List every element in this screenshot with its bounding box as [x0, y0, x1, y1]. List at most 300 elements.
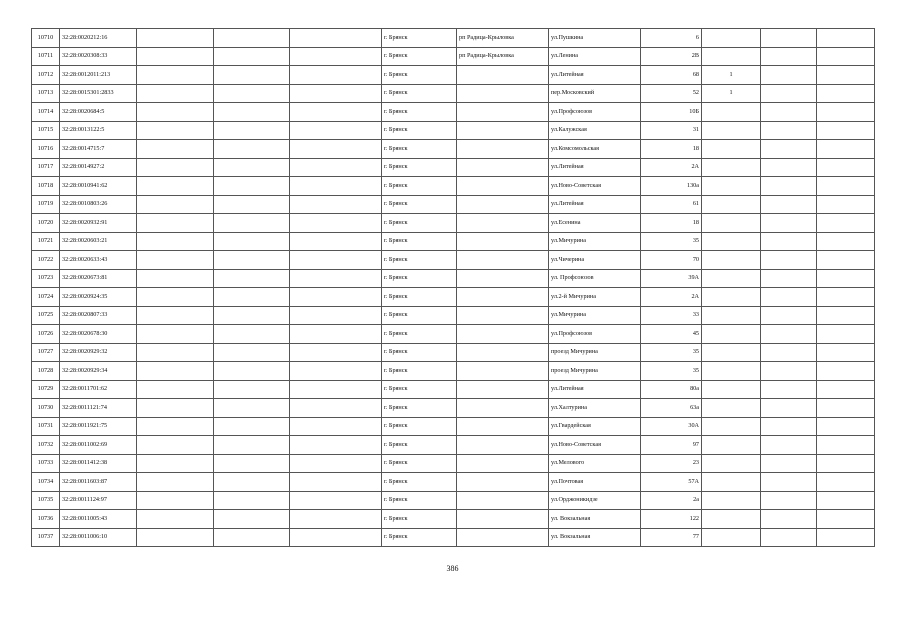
table-row: [32, 214, 875, 233]
row-number-cell: 10714: [32, 103, 60, 122]
empty-cell: [761, 288, 817, 307]
city-cell: г. Брянск: [382, 343, 457, 362]
street-cell: ул.Профсоюзов: [549, 325, 641, 344]
empty-cell: [137, 269, 214, 288]
cadastral-number-cell: 32:28:0010941:62: [60, 177, 137, 196]
city-cell: г. Брянск: [382, 158, 457, 177]
cadastral-number-cell: 32:28:0020684:5: [60, 103, 137, 122]
city-cell: г. Брянск: [382, 399, 457, 418]
empty-cell: [137, 47, 214, 66]
district-cell: [457, 158, 549, 177]
cadastral-number-cell: 32:28:0013122:5: [60, 121, 137, 140]
empty-cell: [817, 380, 875, 399]
district-cell: [457, 417, 549, 436]
street-cell: ул.2-й Мичурина: [549, 288, 641, 307]
row-number-cell: 10737: [32, 528, 60, 547]
empty-cell: [290, 306, 382, 325]
street-cell: ул.Литейная: [549, 380, 641, 399]
city-cell: г. Брянск: [382, 362, 457, 381]
house-number-cell: 31: [641, 121, 702, 140]
cadastral-number-cell: 32:28:0020678:30: [60, 325, 137, 344]
cadastral-number-cell: 32:28:0015301:2833: [60, 84, 137, 103]
empty-cell: [137, 84, 214, 103]
empty-cell: [214, 29, 290, 48]
registry-table: [31, 28, 875, 547]
row-number-cell: 10734: [32, 473, 60, 492]
empty-cell: [761, 158, 817, 177]
empty-cell: [290, 380, 382, 399]
street-cell: проезд Мичурина: [549, 362, 641, 381]
empty-cell: [290, 29, 382, 48]
empty-cell: [761, 510, 817, 529]
table-row: [32, 473, 875, 492]
table-row: [32, 510, 875, 529]
street-cell: ул.Мелового: [549, 454, 641, 473]
mark-cell: [702, 325, 761, 344]
empty-cell: [214, 214, 290, 233]
row-number-cell: 10733: [32, 454, 60, 473]
empty-cell: [214, 251, 290, 270]
empty-cell: [761, 269, 817, 288]
table-row: [32, 306, 875, 325]
district-cell: [457, 121, 549, 140]
empty-cell: [137, 436, 214, 455]
table-row: [32, 84, 875, 103]
empty-cell: [761, 214, 817, 233]
city-cell: г. Брянск: [382, 66, 457, 85]
empty-cell: [761, 473, 817, 492]
empty-cell: [817, 66, 875, 85]
row-number-cell: 10726: [32, 325, 60, 344]
empty-cell: [290, 47, 382, 66]
mark-cell: [702, 473, 761, 492]
row-number-cell: 10728: [32, 362, 60, 381]
empty-cell: [761, 66, 817, 85]
cadastral-number-cell: 32:28:0011124:97: [60, 491, 137, 510]
cadastral-number-cell: 32:28:0011412:38: [60, 454, 137, 473]
house-number-cell: 63а: [641, 399, 702, 418]
house-number-cell: 77: [641, 528, 702, 547]
empty-cell: [761, 84, 817, 103]
empty-cell: [137, 66, 214, 85]
empty-cell: [137, 214, 214, 233]
city-cell: г. Брянск: [382, 528, 457, 547]
cadastral-number-cell: 32:28:0020929:32: [60, 343, 137, 362]
district-cell: [457, 84, 549, 103]
empty-cell: [137, 528, 214, 547]
row-number-cell: 10735: [32, 491, 60, 510]
empty-cell: [817, 343, 875, 362]
empty-cell: [214, 491, 290, 510]
street-cell: ул.Халтурина: [549, 399, 641, 418]
table-row: [32, 436, 875, 455]
empty-cell: [290, 454, 382, 473]
cadastral-number-cell: 32:28:0020929:34: [60, 362, 137, 381]
table-row: [32, 29, 875, 48]
empty-cell: [137, 29, 214, 48]
empty-cell: [290, 510, 382, 529]
empty-cell: [137, 140, 214, 159]
empty-cell: [761, 528, 817, 547]
cadastral-number-cell: 32:28:0011603:87: [60, 473, 137, 492]
empty-cell: [817, 177, 875, 196]
row-number-cell: 10725: [32, 306, 60, 325]
district-cell: [457, 251, 549, 270]
empty-cell: [214, 325, 290, 344]
empty-cell: [214, 510, 290, 529]
house-number-cell: 52: [641, 84, 702, 103]
mark-cell: [702, 288, 761, 307]
row-number-cell: 10724: [32, 288, 60, 307]
district-cell: [457, 399, 549, 418]
street-cell: ул.Профсоюзов: [549, 103, 641, 122]
house-number-cell: 35: [641, 343, 702, 362]
empty-cell: [290, 417, 382, 436]
street-cell: ул. Вокзальная: [549, 510, 641, 529]
empty-cell: [137, 232, 214, 251]
table-row: [32, 251, 875, 270]
cadastral-number-cell: 32:28:0014715:7: [60, 140, 137, 159]
empty-cell: [761, 47, 817, 66]
street-cell: ул. Профсоюзов: [549, 269, 641, 288]
city-cell: г. Брянск: [382, 177, 457, 196]
city-cell: г. Брянск: [382, 510, 457, 529]
empty-cell: [817, 454, 875, 473]
table-row: [32, 140, 875, 159]
mark-cell: [702, 251, 761, 270]
street-cell: ул.Орджоникидзе: [549, 491, 641, 510]
empty-cell: [137, 454, 214, 473]
empty-cell: [214, 140, 290, 159]
empty-cell: [214, 177, 290, 196]
city-cell: г. Брянск: [382, 47, 457, 66]
empty-cell: [214, 417, 290, 436]
street-cell: ул.Литейная: [549, 158, 641, 177]
table-row: [32, 343, 875, 362]
district-cell: [457, 436, 549, 455]
empty-cell: [290, 528, 382, 547]
empty-cell: [214, 158, 290, 177]
empty-cell: [761, 436, 817, 455]
empty-cell: [214, 232, 290, 251]
empty-cell: [817, 103, 875, 122]
cadastral-number-cell: 32:28:0020807:33: [60, 306, 137, 325]
empty-cell: [137, 362, 214, 381]
empty-cell: [290, 121, 382, 140]
empty-cell: [290, 491, 382, 510]
empty-cell: [137, 380, 214, 399]
table-row: [32, 47, 875, 66]
cadastral-number-cell: 32:28:0020212:16: [60, 29, 137, 48]
row-number-cell: 10717: [32, 158, 60, 177]
mark-cell: [702, 399, 761, 418]
empty-cell: [290, 288, 382, 307]
table-row: [32, 66, 875, 85]
empty-cell: [137, 288, 214, 307]
row-number-cell: 10722: [32, 251, 60, 270]
street-cell: ул.Калужская: [549, 121, 641, 140]
empty-cell: [761, 362, 817, 381]
empty-cell: [817, 473, 875, 492]
table-row: [32, 288, 875, 307]
cadastral-number-cell: 32:28:0020932:91: [60, 214, 137, 233]
house-number-cell: 57А: [641, 473, 702, 492]
street-cell: ул.Мичурина: [549, 306, 641, 325]
empty-cell: [290, 66, 382, 85]
empty-cell: [137, 177, 214, 196]
empty-cell: [817, 121, 875, 140]
mark-cell: 1: [702, 66, 761, 85]
table-row: [32, 325, 875, 344]
empty-cell: [761, 417, 817, 436]
cadastral-number-cell: 32:28:0010803:26: [60, 195, 137, 214]
house-number-cell: 70: [641, 251, 702, 270]
empty-cell: [761, 140, 817, 159]
empty-cell: [817, 251, 875, 270]
empty-cell: [817, 306, 875, 325]
house-number-cell: 61: [641, 195, 702, 214]
empty-cell: [214, 103, 290, 122]
cadastral-number-cell: 32:28:0011002:69: [60, 436, 137, 455]
house-number-cell: 122: [641, 510, 702, 529]
cadastral-number-cell: 32:28:0020673:81: [60, 269, 137, 288]
mark-cell: [702, 380, 761, 399]
mark-cell: [702, 158, 761, 177]
table-row: [32, 269, 875, 288]
district-cell: [457, 140, 549, 159]
empty-cell: [761, 121, 817, 140]
street-cell: ул.Литейная: [549, 66, 641, 85]
empty-cell: [137, 325, 214, 344]
empty-cell: [761, 454, 817, 473]
empty-cell: [214, 380, 290, 399]
street-cell: ул.Ново-Советская: [549, 436, 641, 455]
row-number-cell: 10710: [32, 29, 60, 48]
table-row: [32, 454, 875, 473]
district-cell: [457, 510, 549, 529]
empty-cell: [290, 214, 382, 233]
empty-cell: [290, 140, 382, 159]
empty-cell: [817, 528, 875, 547]
empty-cell: [214, 343, 290, 362]
empty-cell: [214, 66, 290, 85]
street-cell: ул.Гвардейская: [549, 417, 641, 436]
empty-cell: [137, 473, 214, 492]
table-row: [32, 103, 875, 122]
empty-cell: [137, 399, 214, 418]
cadastral-number-cell: 32:28:0020603:21: [60, 232, 137, 251]
row-number-cell: 10720: [32, 214, 60, 233]
empty-cell: [214, 195, 290, 214]
empty-cell: [214, 121, 290, 140]
empty-cell: [214, 84, 290, 103]
street-cell: ул.Комсомольская: [549, 140, 641, 159]
row-number-cell: 10711: [32, 47, 60, 66]
street-cell: ул.Ново-Советская: [549, 177, 641, 196]
registry-table-body: [32, 29, 875, 547]
empty-cell: [817, 491, 875, 510]
cadastral-number-cell: 32:28:0011921:75: [60, 417, 137, 436]
city-cell: г. Брянск: [382, 325, 457, 344]
empty-cell: [761, 399, 817, 418]
row-number-cell: 10727: [32, 343, 60, 362]
empty-cell: [214, 528, 290, 547]
city-cell: г. Брянск: [382, 103, 457, 122]
empty-cell: [761, 380, 817, 399]
mark-cell: [702, 29, 761, 48]
cadastral-number-cell: 32:28:0011701:62: [60, 380, 137, 399]
city-cell: г. Брянск: [382, 454, 457, 473]
cadastral-number-cell: 32:28:0020924:35: [60, 288, 137, 307]
empty-cell: [290, 362, 382, 381]
empty-cell: [761, 232, 817, 251]
empty-cell: [290, 325, 382, 344]
empty-cell: [137, 343, 214, 362]
city-cell: г. Брянск: [382, 436, 457, 455]
street-cell: ул.Почтовая: [549, 473, 641, 492]
district-cell: [457, 232, 549, 251]
city-cell: г. Брянск: [382, 29, 457, 48]
table-row: [32, 380, 875, 399]
district-cell: [457, 528, 549, 547]
house-number-cell: 80а: [641, 380, 702, 399]
house-number-cell: 39А: [641, 269, 702, 288]
city-cell: г. Брянск: [382, 473, 457, 492]
house-number-cell: 2В: [641, 47, 702, 66]
district-cell: [457, 325, 549, 344]
page-number: 386: [446, 564, 459, 573]
district-cell: [457, 177, 549, 196]
row-number-cell: 10713: [32, 84, 60, 103]
district-cell: [457, 214, 549, 233]
street-cell: ул.Мичурина: [549, 232, 641, 251]
table-row: [32, 195, 875, 214]
empty-cell: [214, 47, 290, 66]
city-cell: г. Брянск: [382, 214, 457, 233]
mark-cell: [702, 510, 761, 529]
empty-cell: [214, 288, 290, 307]
empty-cell: [761, 29, 817, 48]
mark-cell: [702, 121, 761, 140]
empty-cell: [761, 343, 817, 362]
empty-cell: [817, 362, 875, 381]
row-number-cell: 10723: [32, 269, 60, 288]
table-row: [32, 491, 875, 510]
empty-cell: [817, 84, 875, 103]
district-cell: [457, 66, 549, 85]
empty-cell: [761, 103, 817, 122]
empty-cell: [137, 195, 214, 214]
city-cell: г. Брянск: [382, 306, 457, 325]
row-number-cell: 10712: [32, 66, 60, 85]
district-cell: [457, 343, 549, 362]
house-number-cell: 23: [641, 454, 702, 473]
mark-cell: [702, 491, 761, 510]
district-cell: [457, 380, 549, 399]
district-cell: [457, 288, 549, 307]
empty-cell: [290, 436, 382, 455]
street-cell: ул.Литейная: [549, 195, 641, 214]
district-cell: [457, 491, 549, 510]
city-cell: г. Брянск: [382, 121, 457, 140]
house-number-cell: 18: [641, 214, 702, 233]
empty-cell: [817, 195, 875, 214]
cadastral-number-cell: 32:28:0011121:74: [60, 399, 137, 418]
empty-cell: [290, 158, 382, 177]
city-cell: г. Брянск: [382, 195, 457, 214]
city-cell: г. Брянск: [382, 417, 457, 436]
house-number-cell: 33: [641, 306, 702, 325]
house-number-cell: 97: [641, 436, 702, 455]
cadastral-number-cell: 32:28:0020633:43: [60, 251, 137, 270]
empty-cell: [761, 491, 817, 510]
cadastral-number-cell: 32:28:0012011:213: [60, 66, 137, 85]
table-row: [32, 417, 875, 436]
district-cell: рп Радица-Крыловка: [457, 47, 549, 66]
mark-cell: [702, 343, 761, 362]
empty-cell: [290, 177, 382, 196]
empty-cell: [761, 306, 817, 325]
house-number-cell: 18: [641, 140, 702, 159]
mark-cell: [702, 232, 761, 251]
row-number-cell: 10732: [32, 436, 60, 455]
cadastral-number-cell: 32:28:0020308:33: [60, 47, 137, 66]
empty-cell: [214, 306, 290, 325]
house-number-cell: 2А: [641, 158, 702, 177]
district-cell: [457, 362, 549, 381]
district-cell: [457, 103, 549, 122]
row-number-cell: 10716: [32, 140, 60, 159]
mark-cell: 1: [702, 84, 761, 103]
empty-cell: [817, 436, 875, 455]
district-cell: [457, 195, 549, 214]
mark-cell: [702, 454, 761, 473]
mark-cell: [702, 528, 761, 547]
row-number-cell: 10731: [32, 417, 60, 436]
empty-cell: [290, 195, 382, 214]
house-number-cell: 6: [641, 29, 702, 48]
empty-cell: [290, 84, 382, 103]
empty-cell: [214, 269, 290, 288]
empty-cell: [137, 121, 214, 140]
mark-cell: [702, 306, 761, 325]
table-row: [32, 232, 875, 251]
empty-cell: [137, 306, 214, 325]
empty-cell: [137, 251, 214, 270]
empty-cell: [817, 417, 875, 436]
row-number-cell: 10719: [32, 195, 60, 214]
street-cell: ул. Вокзальная: [549, 528, 641, 547]
empty-cell: [817, 29, 875, 48]
city-cell: г. Брянск: [382, 140, 457, 159]
cadastral-number-cell: 32:28:0011006:10: [60, 528, 137, 547]
table-row: [32, 158, 875, 177]
row-number-cell: 10718: [32, 177, 60, 196]
table-row: [32, 177, 875, 196]
empty-cell: [137, 103, 214, 122]
empty-cell: [214, 454, 290, 473]
mark-cell: [702, 269, 761, 288]
house-number-cell: 45: [641, 325, 702, 344]
empty-cell: [290, 343, 382, 362]
city-cell: г. Брянск: [382, 491, 457, 510]
street-cell: пер.Московский: [549, 84, 641, 103]
empty-cell: [137, 491, 214, 510]
house-number-cell: 2а: [641, 491, 702, 510]
house-number-cell: 130а: [641, 177, 702, 196]
empty-cell: [214, 473, 290, 492]
district-cell: [457, 306, 549, 325]
